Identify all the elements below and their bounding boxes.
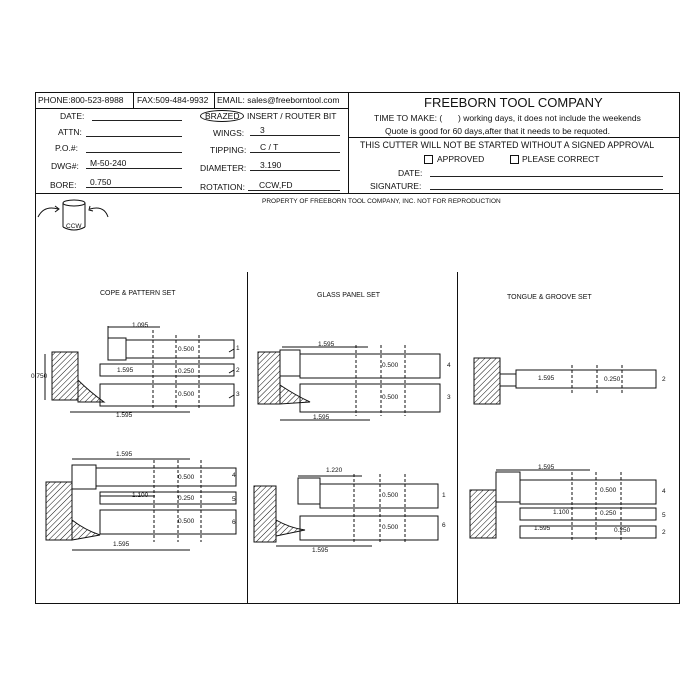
tongue-lower-top-len: 1.595	[538, 464, 555, 471]
time-label: TIME TO MAKE: (	[374, 113, 443, 123]
cope-n1: 1	[236, 345, 240, 352]
tongue-ln2: 5	[662, 512, 666, 519]
cope-lower-bottom-len: 1.595	[113, 541, 130, 548]
tongue-n: 2	[662, 376, 666, 383]
approved-label: APPROVED	[437, 154, 485, 164]
wings-value: 3	[260, 125, 265, 135]
glass-lower-top-len: 1.220	[326, 467, 343, 474]
dwg-value: M-50-240	[90, 158, 127, 168]
bore-value: 0.750	[90, 177, 112, 187]
tongue-ln3: 2	[662, 529, 666, 536]
ccw-icon-label: CCW	[66, 223, 82, 230]
glass-w2: 0.500	[382, 394, 399, 401]
cope-upper-drawing	[45, 326, 234, 412]
cope-ln3: 6	[232, 519, 236, 526]
cope-lower-top-len: 1.595	[116, 451, 133, 458]
brazed-circled: BRAZED	[200, 110, 244, 122]
cope-ln2: 5	[232, 496, 236, 503]
cope-ln1: 4	[232, 472, 236, 479]
tongue-lower-mid-len: 1.100	[553, 509, 570, 516]
po-label: P.O.#:	[55, 143, 78, 153]
cope-w3: 0.500	[178, 391, 195, 398]
glass-w1: 0.500	[382, 362, 399, 369]
cope-pattern-title: COPE & PATTERN SET	[100, 290, 176, 297]
date-label: DATE:	[60, 111, 85, 121]
tongue-lw1: 0.500	[600, 487, 617, 494]
please-correct-label: PLEASE CORRECT	[522, 154, 600, 164]
glass-bottom-len: 1.595	[313, 414, 330, 421]
email-text: EMAIL: sales@freeborntool.com	[217, 95, 340, 105]
glass-lw1: 0.500	[382, 492, 399, 499]
cope-bottom-len: 1.595	[116, 412, 133, 419]
signature-label: SIGNATURE:	[370, 181, 422, 191]
tongue-ln1: 4	[662, 488, 666, 495]
phone-text: PHONE:800-523-8988	[38, 95, 124, 105]
tongue-lower-bottom-len: 1.595	[534, 525, 551, 532]
glass-lower-bottom-len: 1.595	[312, 547, 329, 554]
tongue-lw3: 0.250	[614, 527, 631, 534]
glass-n1: 4	[447, 362, 451, 369]
tongue-groove-title: TONGUE & GROOVE SET	[507, 294, 592, 301]
tongue-w: 0.250	[604, 376, 621, 383]
tongue-lw2: 0.250	[600, 510, 617, 517]
company-title: FREEBORN TOOL COMPANY	[424, 95, 603, 110]
cope-lw1: 0.500	[178, 474, 195, 481]
glass-lower-drawing	[254, 474, 438, 546]
tongue-len: 1.595	[538, 375, 555, 382]
glass-panel-title: GLASS PANEL SET	[317, 292, 381, 299]
cope-top-len: 1.095	[132, 322, 149, 329]
cope-n3: 3	[236, 391, 240, 398]
cope-w1: 0.500	[178, 346, 195, 353]
tongue-upper-drawing	[474, 358, 656, 404]
tipping-label: TIPPING:	[210, 145, 247, 155]
cope-bore-dim: 0.750	[31, 373, 48, 380]
warning-text: THIS CUTTER WILL NOT BE STARTED WITHOUT A SIGNED APPROVAL	[360, 140, 655, 150]
glass-n2: 3	[447, 394, 451, 401]
glass-ln2: 6	[442, 522, 446, 529]
glass-lw2: 0.500	[382, 524, 399, 531]
cope-lw2: 0.250	[178, 495, 195, 502]
diameter-label: DIAMETER:	[200, 163, 247, 173]
bore-label: BORE:	[50, 180, 77, 190]
rotation-value: CCW,FD	[259, 180, 293, 190]
rotation-label: ROTATION:	[200, 182, 246, 192]
quote-line: Quote is good for 60 days,after that it needs to be requoted.	[385, 126, 610, 136]
attn-label: ATTN:	[58, 127, 82, 137]
glass-ln1: 1	[442, 492, 446, 499]
property-note: PROPERTY OF FREEBORN TOOL COMPANY, INC. NOT FOR REPRODUCTION	[262, 198, 501, 205]
glass-upper-drawing	[258, 345, 440, 420]
cope-n2: 2	[236, 367, 240, 374]
dwg-label: DWG#:	[51, 161, 79, 171]
fax-text: FAX:509-484-9932	[137, 95, 209, 105]
cope-w2: 0.250	[178, 368, 195, 375]
tipping-value: C / T	[260, 142, 279, 152]
cope-lower-drawing	[46, 459, 236, 550]
wings-label: WINGS:	[213, 128, 245, 138]
approval-date-label: DATE:	[398, 168, 423, 178]
glass-top-len: 1.595	[318, 341, 335, 348]
insert-router-text: INSERT / ROUTER BIT	[247, 111, 337, 121]
cope-lw3: 0.500	[178, 518, 195, 525]
cope-lower-mid-len: 1.100	[132, 492, 149, 499]
time-rest: ) working days, it does not include the weekends	[458, 113, 641, 123]
diameter-value: 3.190	[260, 160, 282, 170]
cope-inner-len: 1.595	[117, 367, 134, 374]
